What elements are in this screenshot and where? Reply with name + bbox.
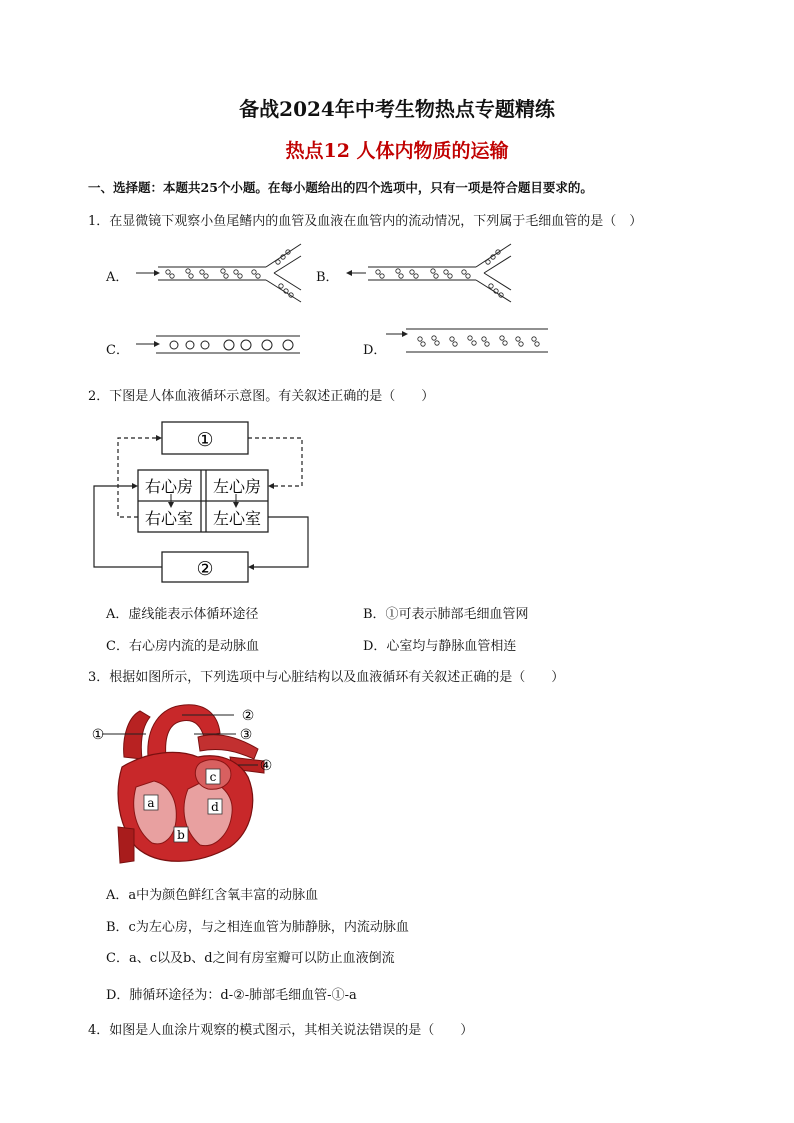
q2-right-atrium-label: 右心房 bbox=[144, 477, 194, 496]
q3-option-c: C．a、c以及b、d之间有房室瓣可以防止血液倒流 bbox=[106, 951, 395, 966]
q2-left-atrium-label: 左心房 bbox=[212, 477, 262, 496]
q1-option-c-figure bbox=[136, 330, 306, 360]
q1-option-b-figure bbox=[346, 242, 521, 304]
question-2-stem: 2．下图是人体血液循环示意图。有关叙述正确的是（ ） bbox=[88, 389, 435, 404]
q2-box-2-label: ② bbox=[196, 558, 214, 580]
q2-option-d: D．心室均与静脉血管相连 bbox=[363, 639, 517, 654]
q1-option-d-label: D． bbox=[363, 343, 387, 358]
q3-label-4: ④ bbox=[259, 758, 273, 774]
q1-option-c-label: C． bbox=[106, 343, 129, 358]
q1-option-a-figure bbox=[136, 242, 311, 304]
q1-option-d-figure bbox=[386, 322, 551, 356]
q3-label-d: d bbox=[211, 800, 219, 814]
page-title: 备战2024年中考生物热点专题精练 bbox=[239, 97, 555, 121]
section-instruction: 一、选择题：本题共25个小题。在每小题给出的四个选项中，只有一项是符合题目要求的。 bbox=[88, 180, 593, 195]
q2-box-1-label: ① bbox=[196, 429, 214, 451]
q2-right-ventricle-label: 右心室 bbox=[144, 509, 194, 528]
page-subtitle: 热点12 人体内物质的运输 bbox=[285, 140, 509, 162]
q2-option-b: B．①可表示肺部毛细血管网 bbox=[363, 607, 529, 622]
q3-option-a: A．a中为颜色鲜红含氧丰富的动脉血 bbox=[106, 888, 319, 903]
q1-option-b-label: B． bbox=[316, 270, 339, 285]
q3-heart-diagram bbox=[88, 697, 288, 869]
q3-label-3: ③ bbox=[239, 727, 253, 743]
q3-label-b: b bbox=[177, 828, 185, 842]
q2-left-ventricle-label: 左心室 bbox=[212, 509, 262, 528]
q2-option-c: C．右心房内流的是动脉血 bbox=[106, 639, 259, 654]
q3-option-b: B．c为左心房，与之相连血管为肺静脉，内流动脉血 bbox=[106, 920, 409, 935]
question-4-stem: 4．如图是人血涂片观察的模式图示，其相关说法错误的是（ ） bbox=[88, 1023, 474, 1038]
q3-label-c: c bbox=[209, 770, 217, 784]
question-3-stem: 3．根据如图所示，下列选项中与心脏结构以及血液循环有关叙述正确的是（ ） bbox=[88, 670, 565, 685]
q3-label-1: ① bbox=[91, 727, 105, 743]
q2-circulation-diagram bbox=[88, 418, 318, 586]
q3-label-2: ② bbox=[241, 708, 255, 724]
q3-option-d: D．肺循环途径为：d-②-肺部毛细血管-①-a bbox=[106, 988, 357, 1003]
question-1-stem: 1．在显微镜下观察小鱼尾鳍内的血管及血液在血管内的流动情况，下列属于毛细血管的是（ ） bbox=[88, 214, 643, 229]
q1-option-a-label: A． bbox=[106, 270, 129, 285]
q2-option-a: A．虚线能表示体循环途径 bbox=[106, 607, 259, 622]
q3-label-a: a bbox=[147, 796, 155, 810]
